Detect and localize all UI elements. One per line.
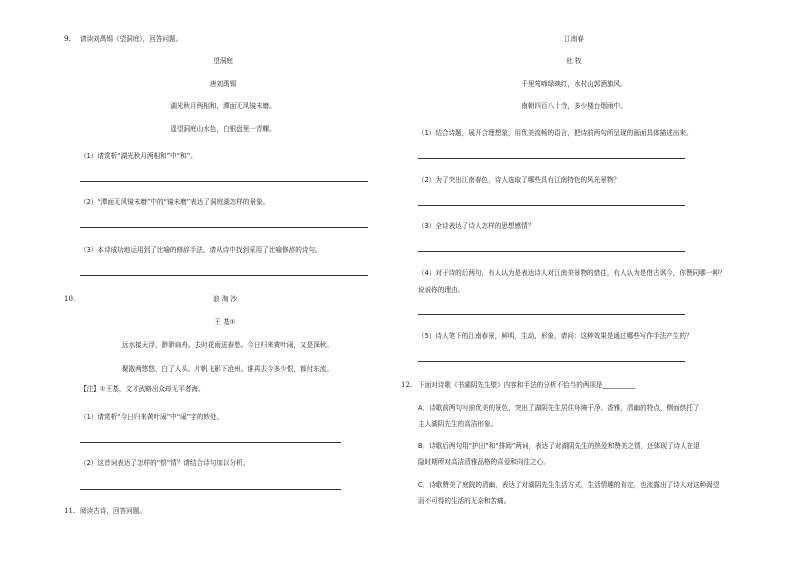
sub-question: （2）这首词表达了怎样的“恨”情？请结合诗句加以分析。 [80,459,250,467]
sub-question: （1）请赏析“今日归来黄叶闹”中“闹”字的妙处。 [80,413,224,421]
poem-note: 【注】①王基，文才武略出众却无平者海。 [80,385,205,393]
question-prompt: 请读刘禹锡《望洞庭》，回答问题。 [80,35,183,43]
sub-question-continuation: 说说你的理由。 [418,286,465,294]
answer-line[interactable] [418,158,685,159]
answer-line[interactable] [80,489,341,490]
answer-line[interactable] [418,251,685,252]
answer-line[interactable] [80,227,368,228]
sub-question: （1）结合诗题，展开合理想象，用优美流畅的语言，把诗前两句所呈现的画面具体描述出来。 [418,129,693,137]
poem-title: 江南春 [564,35,584,43]
sub-question: （5）诗人笔下的江南春景，鲜明，生动，形象，请问：这种效果是通过哪些写作手法产生的？ [418,332,693,340]
poem-line: 聚散两悠悠，白了人头。片帆飞影下沧州。谁再去今多少恨，都付东流。 [122,365,333,373]
poem-author: 唐刘禹锡 [209,80,237,88]
answer-line[interactable] [80,181,368,182]
question-number: 10. [64,295,76,303]
poem-author: 王 基① [214,318,236,326]
poem-line: 千里莺啼绿映红，水村山郭酒旗风。 [521,80,627,88]
question-number: 12. [401,381,413,389]
poem-title: 望洞庭 [213,57,233,65]
sub-question: （4）对于诗的后两句，有人认为是表达诗人对江南美景物的惜往，有人认为是借古讽今，你赞同哪一种？ [418,269,726,277]
answer-line[interactable] [418,205,685,206]
poem-author: 杜 牧 [566,57,582,65]
question-number: 9. [64,35,71,43]
sub-question: （3）本诗成功地运用到了比喻的修辞手法，请从诗中找到采用了比喻修辞的诗句。 [80,246,322,254]
poem-line: 南朝四百八十寺，多少楼台烟雨中。 [521,102,627,110]
poem-line: 湖光秋月两相和，潭面无风镜未磨。 [170,102,276,110]
question-prompt: 阅读古诗，回答问题。 [80,507,146,515]
question-prompt: 下面对诗歌《书湖阴先生壁》内容和手法的分析不恰当的两项是__________ [418,381,636,389]
answer-line[interactable] [80,442,341,443]
answer-line[interactable] [80,275,368,276]
sub-question: （2）“潭面无风镜未磨”中的“镜未磨”表达了洞庭湖怎样的景象。 [80,198,270,206]
option-c: C．诗歌赞美了庭院的清幽，表达了对湖阴先生生活方式，生活情趣的肯定，也流露出了诗人对这种渴望 [418,481,720,489]
option-c-continuation: 而不可得的生活的无奈和苦痛。 [418,497,511,505]
poem-line: 远水接天浮，渺渺扁舟。去时花雨送春愁。今日归来黄叶闹，又是深秋。 [122,341,333,349]
answer-line[interactable] [418,314,685,315]
option-a-continuation: 主人湖阴先生的高洁形象。 [418,420,498,428]
sub-question: （3）全诗表达了诗人怎样的思想感情？ [418,222,535,230]
answer-line[interactable] [418,361,685,362]
option-b-continuation: 隐时期所对高洁清雅品格的喜爱和向往之心。 [418,458,550,466]
poem-title: 浪 淘 沙 [213,295,237,303]
option-b: B．诗歌后两句用“护田”和“排闼”两词，表达了对湖阴先生的热爱和赞美之情，还体现了诗人在退 [418,442,700,450]
option-a: A．诗歌前两句写前优美的景色，突出了湖阴先生居住环境干净、香雅，清幽的特点，侧面烘托了 [418,404,700,412]
sub-question: （2）为了突出江南春色，诗人选取了哪些具有江南特色的风光景物？ [418,176,621,184]
question-number: 11. [64,507,76,515]
sub-question: （1）请赏析“湖光秋月两相和”中“和”。 [80,152,197,160]
poem-line: 遥望洞庭山水色，白银盘里一青螺。 [170,125,276,133]
